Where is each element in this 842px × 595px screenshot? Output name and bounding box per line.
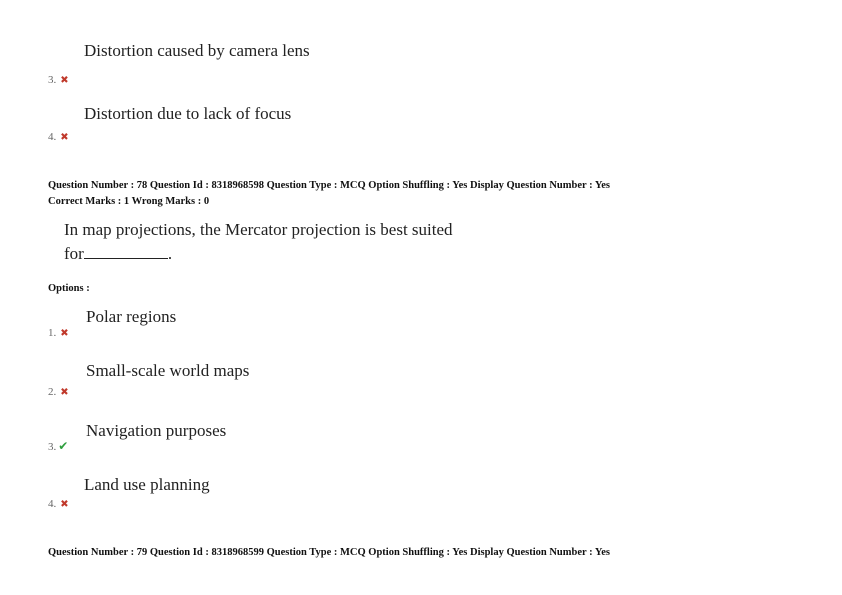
wrong-mark-icon: ✖ — [60, 75, 69, 86]
next-question-meta-line: Question Number : 79 Question Id : 8318968599 Question Type : MCQ Option Shuffling : Yes Display Question Number : Yes — [48, 547, 611, 558]
option-1-text: Polar regions — [86, 307, 177, 326]
question-text-suffix: . — [167, 244, 173, 263]
wrong-mark-icon: ✖ — [60, 499, 69, 510]
option-3-marker — [48, 437, 68, 455]
wrong-mark-icon: ✖ — [60, 328, 69, 339]
option-number: 3. — [48, 441, 57, 453]
prev-option-text: Distortion caused by camera lens — [84, 41, 310, 60]
option-4-marker — [48, 494, 69, 512]
option-2-text: Small-scale world maps — [86, 361, 250, 380]
question-text-line2 — [64, 244, 172, 264]
option-number: 3. — [48, 74, 57, 86]
answer-blank — [84, 244, 168, 259]
correct-check-icon: ✔ — [58, 439, 69, 453]
option-2-marker — [48, 382, 69, 400]
wrong-mark-icon: ✖ — [60, 387, 69, 398]
option-number: 4. — [48, 498, 57, 510]
options-label: Options : — [48, 283, 90, 294]
prev-option-4-text: Distortion due to lack of focus — [84, 104, 292, 123]
question-text-line1: In map projections, the Mercator projection is best suited — [64, 220, 453, 239]
option-number: 1. — [48, 327, 57, 339]
question-marks-line: Correct Marks : 1 Wrong Marks : 0 — [48, 196, 210, 207]
option-4-text: Land use planning — [84, 475, 210, 494]
question-meta-line: Question Number : 78 Question Id : 8318968598 Question Type : MCQ Option Shuffling : Yes Display Question Number : Yes — [48, 180, 611, 191]
option-number: 4. — [48, 131, 57, 143]
option-1-marker — [48, 323, 69, 341]
prev-option-4-marker — [48, 127, 69, 145]
wrong-mark-icon: ✖ — [60, 132, 69, 143]
question-text-prefix: for — [64, 244, 84, 263]
prev-option-3-marker — [48, 70, 69, 88]
option-3-text: Navigation purposes — [86, 421, 227, 440]
option-number: 2. — [48, 386, 57, 398]
